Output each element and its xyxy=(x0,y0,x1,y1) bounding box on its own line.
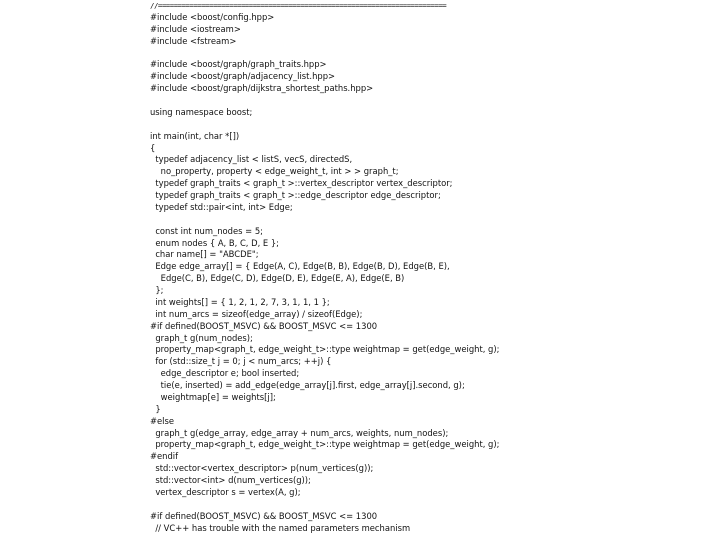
code-line: #else xyxy=(150,415,175,426)
code-line: #endif xyxy=(150,451,179,462)
code-line: const int num_nodes = 5; xyxy=(150,225,263,236)
code-line: #include <iostream> xyxy=(150,23,241,34)
code-line: no_property, property < edge_weight_t, int > > graph_t; xyxy=(150,166,399,177)
code-line: typedef graph_traits < graph_t >::vertex_descriptor vertex_descriptor; xyxy=(150,178,453,189)
code-line: // VC++ has trouble with the named parameters mechanism xyxy=(150,522,411,533)
code-line: #include <boost/config.hpp> xyxy=(150,11,275,22)
code-line: int weights[] = { 1, 2, 1, 2, 7, 3, 1, 1, 1 }; xyxy=(150,296,330,307)
code-line: graph_t g(num_nodes); xyxy=(150,332,253,343)
code-line: Edge(C, B), Edge(C, D), Edge(D, E), Edge(E, A), Edge(E, B) xyxy=(150,273,405,284)
code-line: #include <boost/graph/adjacency_list.hpp> xyxy=(150,71,336,82)
code-line: vertex_descriptor s = vertex(A, g); xyxy=(150,486,301,497)
blank-line xyxy=(150,48,710,60)
code-line: typedef graph_traits < graph_t >::edge_descriptor edge_descriptor; xyxy=(150,190,441,200)
blank-line xyxy=(150,95,710,107)
code-line: for (std::size_t j = 0; j < num_arcs; ++j) { xyxy=(150,356,332,367)
blank-line xyxy=(150,119,710,131)
code-line: #if defined(BOOST_MSVC) && BOOST_MSVC <= 1300 xyxy=(150,320,378,331)
code-line: tie(e, inserted) = add_edge(edge_array[j].first, edge_array[j].second, g); xyxy=(150,380,465,390)
code-line: Edge edge_array[] = { Edge(A, C), Edge(B, B), Edge(B, D), Edge(B, E), xyxy=(150,261,450,272)
code-line: graph_t g(edge_array, edge_array + num_arcs, weights, num_nodes); xyxy=(150,427,449,438)
code-line: typedef adjacency_list < listS, vecS, directedS, xyxy=(150,154,353,165)
blank-line xyxy=(150,214,710,226)
code-line: int num_arcs = sizeof(edge_array) / sizeof(Edge); xyxy=(150,308,363,319)
code-line: #include <fstream> xyxy=(150,35,237,46)
code-line: typedef std::pair<int, int> Edge; xyxy=(150,201,293,212)
code-line: int main(int, char *[]) xyxy=(150,130,240,141)
code-line: property_map<graph_t, edge_weight_t>::type weightmap = get(edge_weight, g); xyxy=(150,344,500,355)
code-line: #include <boost/graph/dijkstra_shortest_paths.hpp> xyxy=(150,83,374,94)
code-line: std::vector<vertex_descriptor> p(num_vertices(g)); xyxy=(150,463,374,474)
code-line: using namespace boost; xyxy=(150,106,253,117)
blank-line xyxy=(150,499,710,511)
code-line: std::vector<int> d(num_vertices(g)); xyxy=(150,475,311,485)
code-line: property_map<graph_t, edge_weight_t>::type weightmap = get(edge_weight, g); xyxy=(150,439,500,450)
code-line: }; xyxy=(150,285,164,295)
code-line: #include <boost/graph/graph_traits.hpp> xyxy=(150,59,327,70)
code-line: #if defined(BOOST_MSVC) && BOOST_MSVC <= 1300 xyxy=(150,510,378,521)
code-line: char name[] = "ABCDE"; xyxy=(150,249,259,260)
code-line: { xyxy=(150,142,156,153)
code-line: weightmap[e] = weights[j]; xyxy=(150,391,276,402)
code-line: //========================================================================= xyxy=(150,1,447,10)
code-line: edge_descriptor e; bool inserted; xyxy=(150,368,300,379)
code-document xyxy=(150,0,710,540)
code-line: enum nodes { A, B, C, D, E }; xyxy=(150,237,280,248)
code-line: } xyxy=(150,403,161,414)
